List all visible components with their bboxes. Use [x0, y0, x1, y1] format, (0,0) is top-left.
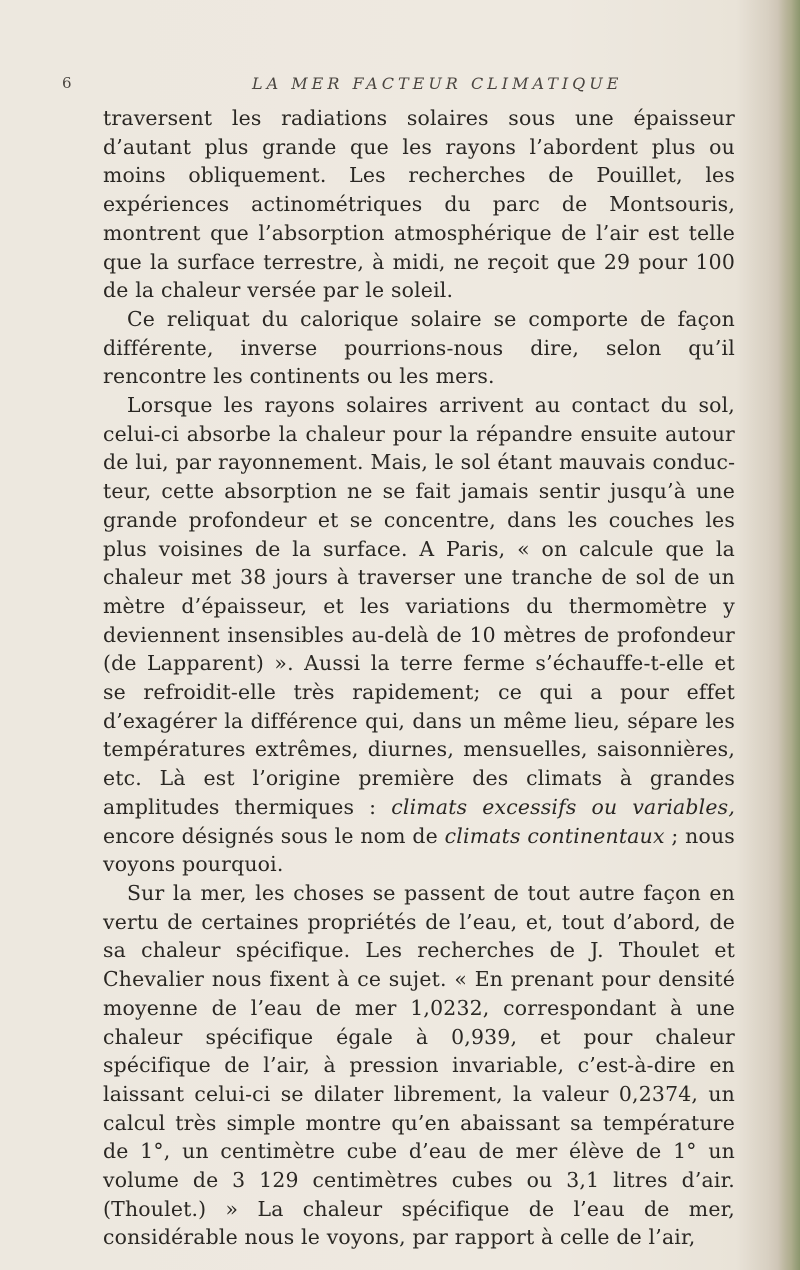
body-text — [103, 104, 735, 1252]
paragraph: Sur la mer, les choses se passent de tout autre façon en vertu de certaines propriétés de l’eau, et, tout d’abord, de sa chaleur spécifique. Les recherches de J. Thoulet et Chevalier nous fixent à ce sujet. « En prenant pour densité moyenne de l’eau de mer 1,0232, correspondant à une chaleur spécifique égale à 0,939, et pour chaleur spécifique de l’air, à pression invariable, c’est-à-dire en laissant celui-ci se dilater librement, la valeur 0,2374, un calcul très simple montre qu’en abaissant sa température de 1°, un centimètre cube d’eau de mer élève de 1° un volume de 3 129 centimètres cubes ou 3,1 litres d’air. (Thoulet.) » La chaleur spécifique de l’eau de mer, considérable nous le voyons, par rapport à celle de l’air, — [103, 880, 735, 1250]
paragraph-text: Lorsque les rayons solaires arrivent au contact du sol, celui-ci absorbe la chaleur pour la répandre ensuite autour de lui, par rayonnement. Mais, le sol étant mauvais conducteur, cette absorption ne se fait jamais sentir jusqu’à une grande profondeur et se concentre, dans les couches les plus voisines de la surface. A Paris, « on calcule que la chaleur met 38 jours à traverser une tranche de sol de un mètre d’épaisseur, et les variations du thermomètre y deviennent insensibles au-delà de 10 mètres de profondeur (de Lapparent) ». Aussi la terre ferme s’échauffe-t-elle et se refroidit-elle très rapidement; ce qui a pour effet d’exagérer la différence qui, dans un même lieu, sépare les températures extrêmes, diurnes, mensuelles, saisonnières, etc. Là est l’origine première des climats à grandes amplitudes thermiques : — [103, 393, 735, 819]
page-header — [62, 74, 742, 98]
italic-term: climats excessifs ou variables, — [391, 794, 736, 819]
paragraph: traversent les radiations solaires sous une épaisseur d’autant plus grande que les rayons l’abordent plus ou moins obliquement. Les recherches de Pouillet, les expériences actinométriques du parc de Montsouris, montrent que l’absorption atmosphérique de l’air est telle que la surface terrestre, à midi, ne reçoit que 29 pour 100 de la chaleur versée par le soleil. — [103, 106, 735, 303]
paragraph-text: ; nous voyons pourquoi. — [103, 823, 735, 877]
running-title: LA MER FACTEUR CLIMATIQUE — [252, 74, 623, 93]
page-number: 6 — [62, 74, 72, 92]
paragraph — [103, 391, 735, 879]
paragraph-text: encore désignés sous le nom de — [103, 823, 445, 848]
italic-term: climats continentaux — [444, 823, 665, 848]
paragraph: Ce reliquat du calorique solaire se comporte de façon différente, inverse pourrions-nous dire, selon qu’il rencontre les continents ou les mers. — [103, 306, 735, 389]
page-edge — [778, 0, 800, 1270]
